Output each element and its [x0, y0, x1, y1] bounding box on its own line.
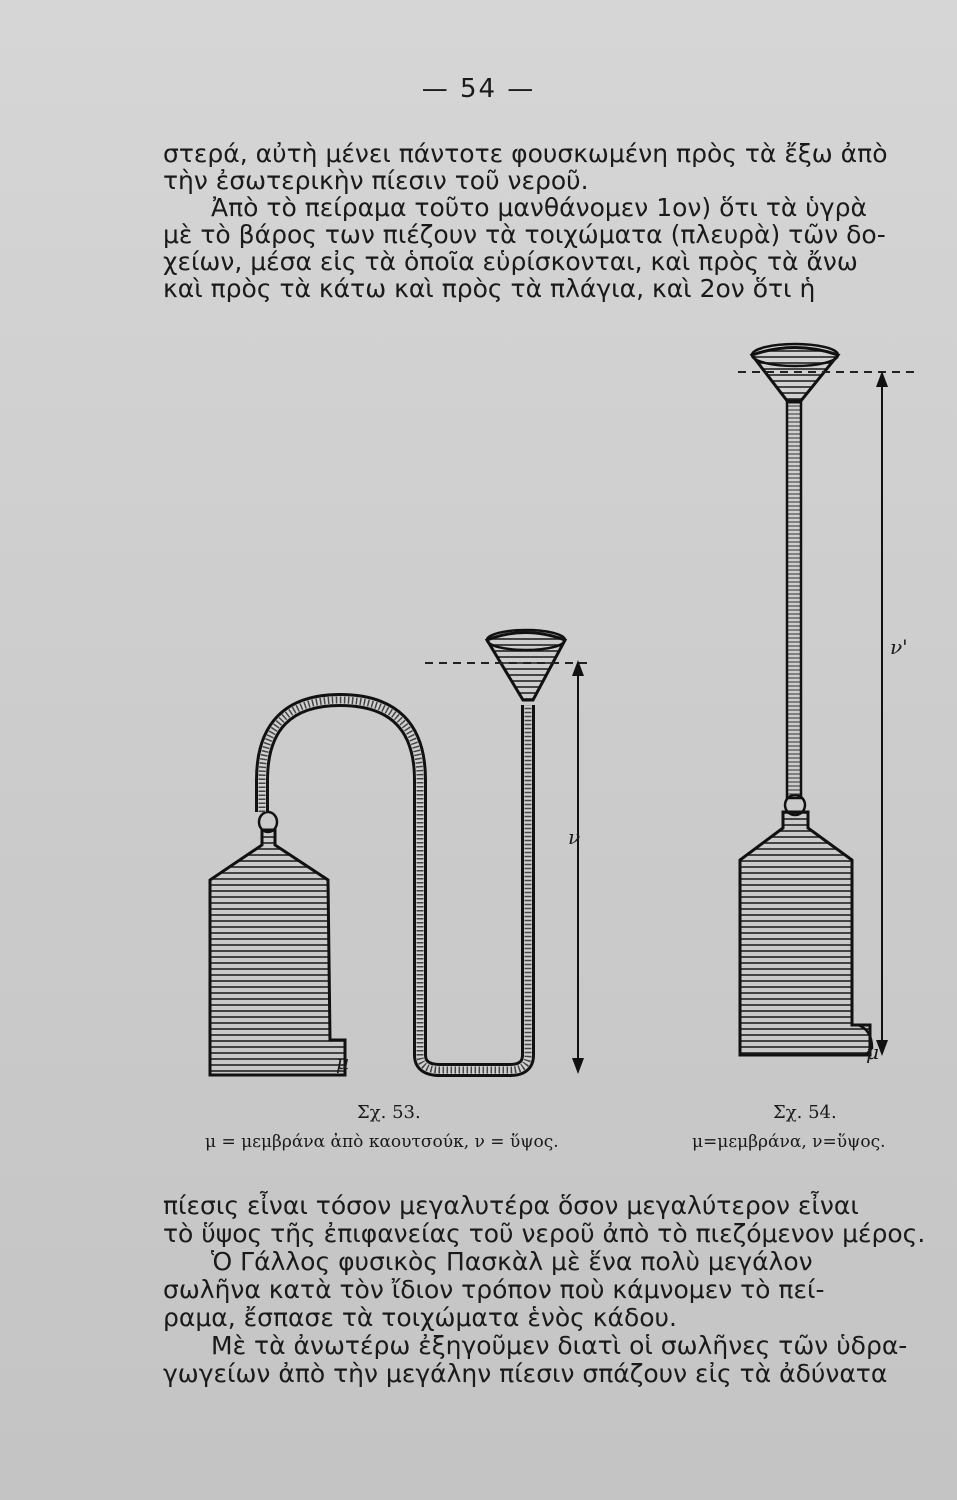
label-nu-53: ν: [568, 825, 581, 849]
text-line: μὲ τὸ βάρος των πιέζουν τὰ τοιχώματα (πλευρὰ) τῶν δο-: [163, 220, 886, 249]
funnel-53: [487, 633, 565, 701]
text-line: Ἀπὸ τὸ πείραμα τοῦτο μανθάνομεν 1ον) ὅτι τὰ ὑγρὰ: [211, 193, 867, 222]
text-line: χείων, μέσα εἰς τὰ ὁποῖα εὑρίσκονται, καὶ πρὸς τὰ ἄνω: [163, 247, 858, 276]
figure-54: [738, 344, 915, 1056]
paragraph-bottom: [163, 1192, 933, 1388]
text-line: τὴν ἐσωτερικὴν πίεσιν τοῦ νεροῦ.: [163, 166, 589, 195]
label-mu-53: μ: [336, 1050, 349, 1074]
figure-53: [210, 630, 590, 1075]
figure-53-title: Σχ. 53.: [357, 1102, 421, 1123]
text-line: καὶ πρὸς τὰ κάτω καὶ πρὸς τὰ πλάγια, καὶ 2ον ὅτι ἡ: [163, 274, 816, 303]
label-mu-54: μ: [866, 1040, 879, 1064]
figure-54-title: Σχ. 54.: [773, 1102, 837, 1123]
text-line: σωλῆνα κατὰ τὸν ἴδιον τρόπον ποὺ κάμνομεν τὸ πεί-: [163, 1275, 825, 1304]
text-line: Μὲ τὰ ἀνωτέρω ἐξηγοῦμεν διατὶ οἱ σωλῆνες τῶν ὑδρα-: [211, 1331, 908, 1360]
long-tube-54: [787, 400, 801, 798]
label-nu-54: ν': [890, 635, 908, 659]
bottle-54: [740, 812, 870, 1055]
text-line: γωγείων ἀπὸ τὴν μεγάλην πίεσιν σπάζουν εἰς τὰ ἀδύνατα: [163, 1359, 888, 1388]
text-line: Ὁ Γάλλος φυσικὸς Πασκὰλ μὲ ἕνα πολὺ μεγάλον: [211, 1247, 813, 1276]
text-line: στερά, αὐτὴ μένει πάντοτε φουσκωμένη πρὸς τὰ ἔξω ἀπὸ: [163, 139, 888, 168]
text-line: ραμα, ἔσπασε τὰ τοιχώματα ἑνὸς κάδου.: [163, 1303, 677, 1332]
funnel-54: [752, 348, 838, 403]
figure-54-caption: μ=μεμβράνα, ν=ὕψος.: [692, 1132, 886, 1152]
bottle-53: [210, 830, 345, 1075]
text-line: πίεσις εἶναι τόσον μεγαλυτέρα ὅσον μεγαλύτερον εἶναι: [163, 1191, 859, 1220]
page-number: — 54 —: [421, 74, 536, 104]
text-line: τὸ ὕψος τῆς ἐπιφανείας τοῦ νεροῦ ἀπὸ τὸ πιεζόμενον μέρος.: [163, 1219, 926, 1248]
figure-53-caption: μ = μεμβράνα ἀπὸ καουτσούκ, ν = ὕψος.: [205, 1132, 559, 1152]
